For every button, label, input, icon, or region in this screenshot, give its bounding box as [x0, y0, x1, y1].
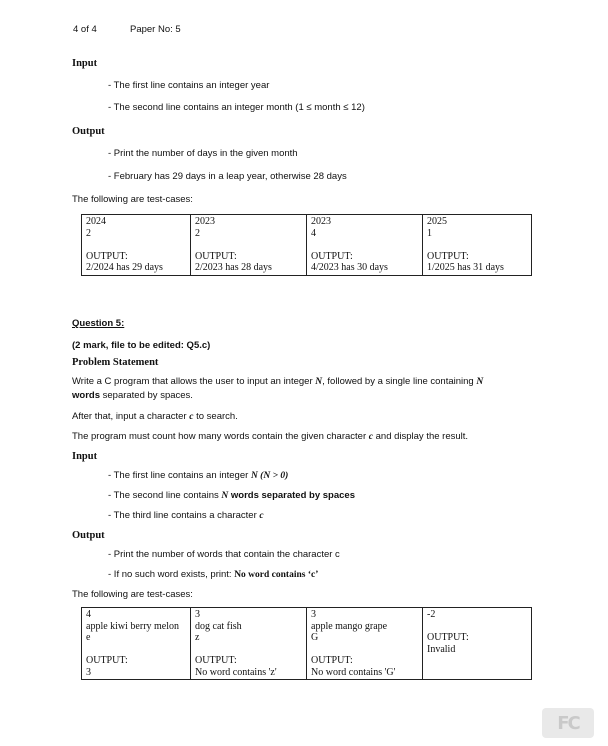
question-mark: (2 mark, file to be edited: Q5.c): [72, 340, 211, 351]
output-heading: Output: [72, 530, 105, 541]
input-line: - The first line contains an integer N (N > 0): [108, 470, 289, 481]
output-line: - Print the number of days in the given month: [108, 148, 298, 159]
q4-test-table: [81, 214, 532, 276]
statement-line: words separated by spaces.: [72, 390, 193, 401]
table-row: [82, 608, 532, 680]
q5-test-table: [81, 607, 532, 680]
statement-line: The program must count how many words contain the given character c and display the result.: [72, 431, 469, 442]
question-title: Question 5:: [72, 318, 125, 329]
input-line: - The second line contains N words separated by spaces: [108, 490, 355, 501]
test-case-cell: 2023 4 OUTPUT: 4/2023 has 30 days: [307, 215, 423, 276]
test-case-cell: 2024 2 OUTPUT: 2/2024 has 29 days: [82, 215, 191, 276]
output-line: - If no such word exists, print: No word contains ‘c’: [108, 569, 319, 580]
input-line: - The third line contains a character c: [108, 510, 264, 521]
test-case-cell: 2023 2 OUTPUT: 2/2023 has 28 days: [191, 215, 307, 276]
test-case-cell: 2025 1 OUTPUT: 1/2025 has 31 days: [423, 215, 532, 276]
statement-line: After that, input a character c to search.: [72, 411, 238, 422]
tests-intro: The following are test-cases:: [72, 589, 193, 600]
problem-heading: Problem Statement: [72, 357, 159, 368]
test-case-cell: -2 OUTPUT: Invalid: [423, 608, 532, 680]
test-case-cell: 3 apple mango grape G OUTPUT: No word contains 'G': [307, 608, 423, 680]
paper-number: Paper No: 5: [130, 24, 181, 35]
tests-intro: The following are test-cases:: [72, 194, 193, 205]
input-line: - The second line contains an integer month (1 ≤ month ≤ 12): [108, 102, 365, 113]
input-line: - The first line contains an integer year: [108, 80, 270, 91]
table-row: [82, 215, 532, 276]
output-line: - Print the number of words that contain the character c: [108, 549, 340, 560]
input-heading: Input: [72, 451, 98, 462]
watermark-logo: FC: [542, 708, 594, 738]
test-case-cell: 4 apple kiwi berry melon e OUTPUT: 3: [82, 608, 191, 680]
statement-line: Write a C program that allows the user to input an integer N, followed by a single line containing N: [72, 376, 484, 387]
output-heading: Output: [72, 126, 105, 137]
page-number: 4 of 4: [73, 24, 97, 35]
input-heading: Input: [72, 58, 98, 69]
test-case-cell: 3 dog cat fish z OUTPUT: No word contains 'z': [191, 608, 307, 680]
output-line: - February has 29 days in a leap year, otherwise 28 days: [108, 171, 347, 182]
